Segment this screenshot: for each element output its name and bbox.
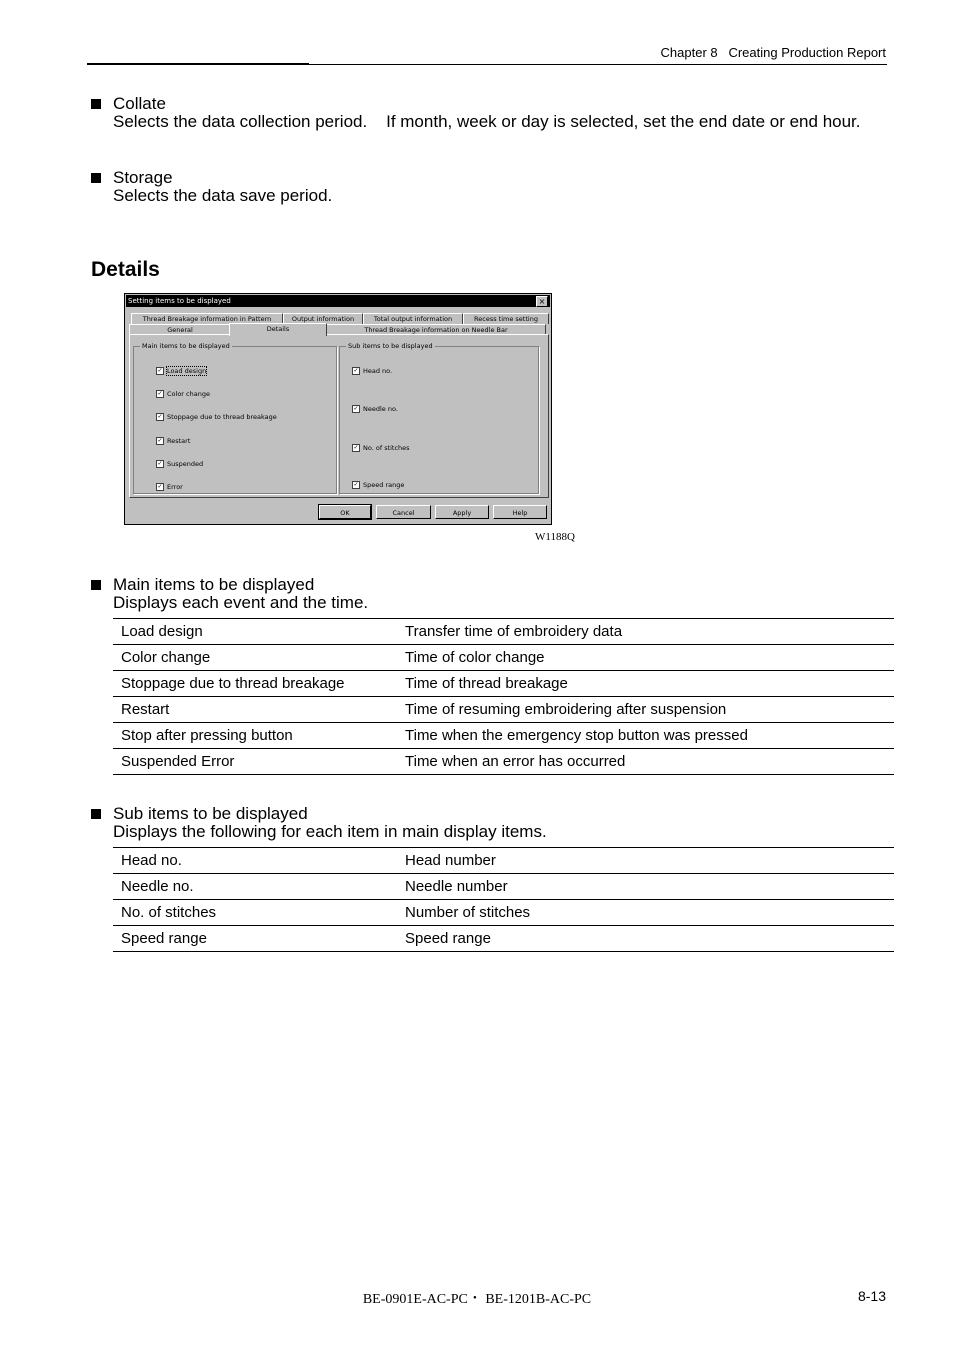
checkbox-icon: ✓ bbox=[353, 367, 359, 374]
bullet-square-icon bbox=[91, 99, 101, 109]
main-items-group-label: Main items to be displayed bbox=[142, 342, 230, 350]
checkbox-stoppage-thread-breakage[interactable]: ✓ Stoppage due to thread breakage bbox=[157, 413, 277, 421]
table-cell: No. of stitches bbox=[113, 900, 397, 926]
table-row bbox=[113, 723, 894, 749]
dialog-title-bar bbox=[126, 295, 550, 307]
storage-title: Storage bbox=[113, 168, 173, 187]
table-cell: Number of stitches bbox=[397, 900, 894, 926]
table-row bbox=[113, 874, 894, 900]
running-header bbox=[661, 45, 886, 60]
checkbox-head-no[interactable]: ✓ Head no. bbox=[353, 367, 393, 375]
table-cell: Stoppage due to thread breakage bbox=[113, 671, 397, 697]
footer-model: BE-0901E-AC-PC・ BE-1201B-AC-PC bbox=[362, 1292, 592, 1307]
table-cell: Head number bbox=[397, 848, 894, 874]
table-row bbox=[113, 926, 894, 952]
ok-button[interactable]: OK bbox=[319, 505, 371, 519]
tab-total-output-information[interactable]: Total output information bbox=[363, 313, 463, 324]
checkbox-icon: ✓ bbox=[353, 405, 359, 412]
table-row bbox=[113, 697, 894, 723]
page-number: 8-13 bbox=[857, 1288, 886, 1304]
cancel-button[interactable]: Cancel bbox=[376, 505, 431, 519]
table-cell: Stop after pressing button bbox=[113, 723, 397, 749]
chapter-title: Creating Production Report bbox=[728, 45, 886, 60]
main-items-table bbox=[113, 618, 894, 775]
table-cell: Transfer time of embroidery data bbox=[397, 619, 894, 645]
header-rule-accent bbox=[87, 63, 309, 65]
checkbox-icon: ✓ bbox=[157, 483, 163, 490]
checkbox-restart[interactable]: ✓ Restart bbox=[157, 437, 191, 445]
collate-title: Collate bbox=[113, 94, 166, 113]
table-row bbox=[113, 749, 894, 775]
table-cell: Time of resuming embroidering after suspension bbox=[397, 697, 894, 723]
close-icon[interactable]: × bbox=[536, 296, 548, 307]
bullet-square-icon bbox=[91, 809, 101, 819]
checkbox-load-design[interactable]: ✓ Load design bbox=[157, 367, 207, 375]
bullet-square-icon bbox=[91, 580, 101, 590]
table-cell: Time of color change bbox=[397, 645, 894, 671]
table-cell: Time of thread breakage bbox=[397, 671, 894, 697]
tab-thread-breakage-needle-bar[interactable]: Thread Breakage information on Needle Bar bbox=[326, 324, 546, 335]
checkbox-suspended[interactable]: ✓ Suspended bbox=[157, 460, 204, 468]
main-items-group bbox=[133, 342, 337, 494]
checkbox-icon: ✓ bbox=[353, 481, 359, 488]
figure-code: W1188Q bbox=[535, 531, 575, 543]
table-cell: Speed range bbox=[113, 926, 397, 952]
tab-recess-time-setting[interactable]: Recess time setting bbox=[463, 313, 549, 324]
table-row bbox=[113, 619, 894, 645]
sub-items-group-label: Sub items to be displayed bbox=[348, 342, 433, 350]
sub-items-title: Sub items to be displayed bbox=[113, 804, 308, 823]
table-cell: Suspended Error bbox=[113, 749, 397, 775]
tab-details[interactable]: Details bbox=[229, 323, 327, 336]
table-row bbox=[113, 671, 894, 697]
checkbox-icon: ✓ bbox=[157, 390, 163, 397]
details-panel bbox=[129, 334, 549, 498]
table-cell: Time when the emergency stop button was pressed bbox=[397, 723, 894, 749]
tab-general[interactable]: General bbox=[129, 324, 231, 335]
table-cell: Head no. bbox=[113, 848, 397, 874]
checkbox-icon: ✓ bbox=[157, 460, 163, 467]
table-cell: Needle number bbox=[397, 874, 894, 900]
checkbox-error[interactable]: ✓ Error bbox=[157, 483, 183, 491]
table-cell: Time when an error has occurred bbox=[397, 749, 894, 775]
sub-items-desc: Displays the following for each item in main display items. bbox=[113, 822, 547, 841]
chapter-number: Chapter 8 bbox=[660, 45, 718, 60]
checkbox-no-of-stitches[interactable]: ✓ No. of stitches bbox=[353, 444, 410, 452]
checkbox-needle-no[interactable]: ✓ Needle no. bbox=[353, 405, 398, 413]
tab-output-information[interactable]: Output information bbox=[283, 313, 363, 324]
checkbox-icon: ✓ bbox=[353, 444, 359, 451]
settings-dialog bbox=[124, 293, 552, 525]
main-items-title: Main items to be displayed bbox=[113, 575, 315, 594]
checkbox-icon: ✓ bbox=[157, 367, 163, 374]
table-cell: Color change bbox=[113, 645, 397, 671]
collate-desc: Selects the data collection period. If month, week or day is selected, set the end date or end hour. bbox=[113, 112, 861, 131]
table-cell: Speed range bbox=[397, 926, 894, 952]
table-cell: Restart bbox=[113, 697, 397, 723]
sub-items-table bbox=[113, 847, 894, 952]
storage-desc: Selects the data save period. bbox=[113, 186, 333, 205]
section-title: Details bbox=[91, 258, 160, 281]
checkbox-icon: ✓ bbox=[157, 437, 163, 444]
table-row bbox=[113, 645, 894, 671]
sub-items-group bbox=[339, 342, 539, 494]
help-button[interactable]: Help bbox=[493, 505, 547, 519]
checkbox-speed-range[interactable]: ✓ Speed range bbox=[353, 481, 405, 489]
table-row bbox=[113, 848, 894, 874]
tab-thread-breakage-pattern[interactable]: Thread Breakage information in Pattern bbox=[131, 313, 283, 324]
apply-button[interactable]: Apply bbox=[435, 505, 489, 519]
dialog-title: Setting items to be displayed bbox=[128, 297, 231, 305]
checkbox-color-change[interactable]: ✓ Color change bbox=[157, 390, 210, 398]
table-row bbox=[113, 900, 894, 926]
checkbox-icon: ✓ bbox=[157, 413, 163, 420]
table-cell: Load design bbox=[113, 619, 397, 645]
table-cell: Needle no. bbox=[113, 874, 397, 900]
bullet-square-icon bbox=[91, 173, 101, 183]
main-items-desc: Displays each event and the time. bbox=[113, 593, 369, 612]
